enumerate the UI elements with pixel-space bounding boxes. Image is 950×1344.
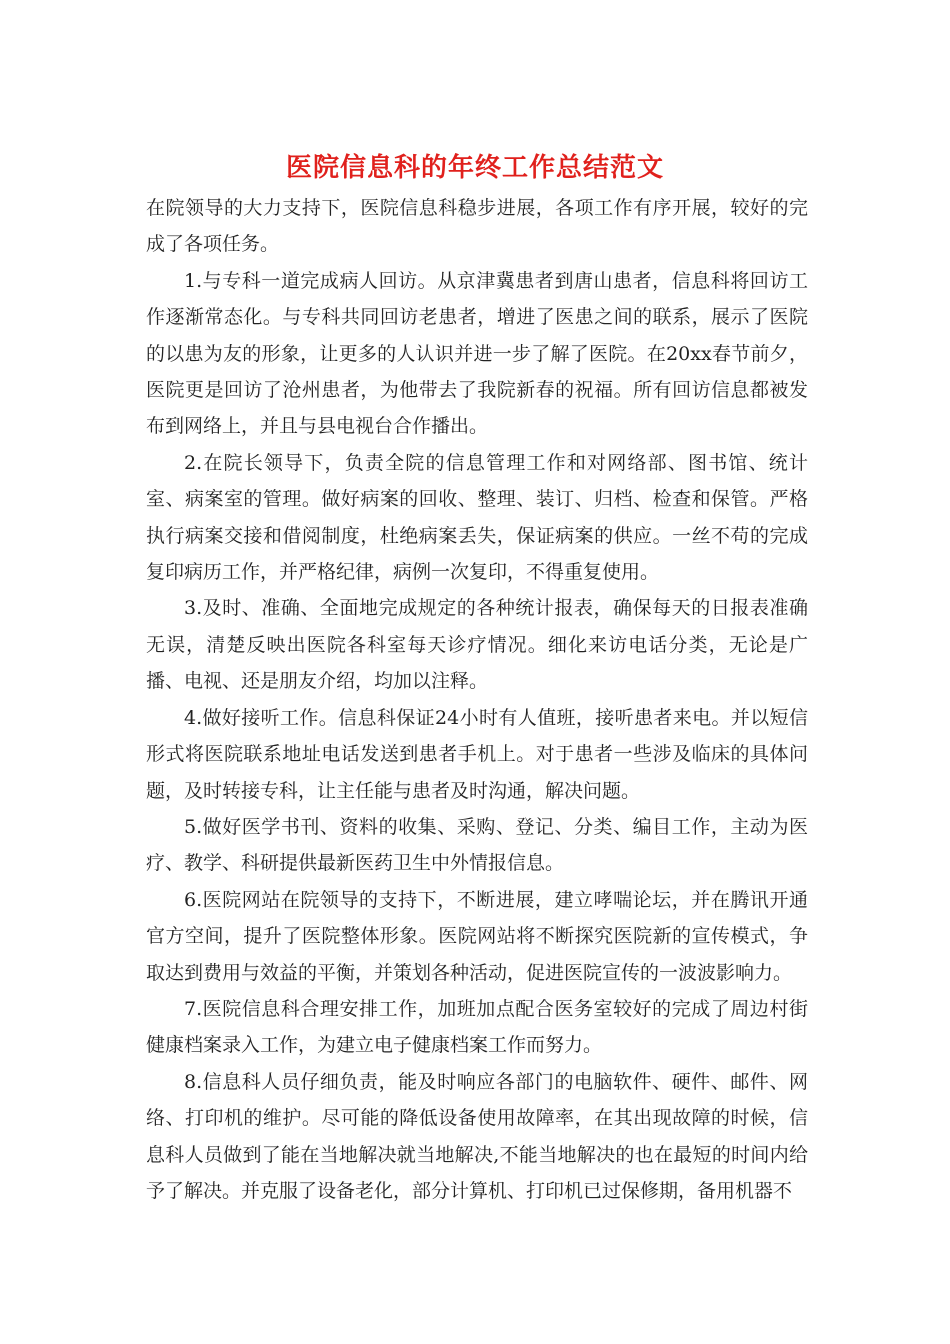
paragraph-item-6: 6.医院网站在院领导的支持下，不断进展，建立哮喘论坛，并在腾讯开通官方空间，提升了医院整体形象。医院网站将不断探究医院新的宣传模式，争取达到费用与效益的平衡，并策划各种活动，促进医院宣传的一波波影响力。 [146, 888, 808, 984]
paragraph-item-1: 1.与专科一道完成病人回访。从京津冀患者到唐山患者，信息科将回访工作逐渐常态化。与专科共同回访老患者，增进了医患之间的联系，展示了医院的以患为友的形象，让更多的人认识并进一步了解了医院。在20xx春节前夕，医院更是回访了沧州患者，为他带去了我院新春的祝福。所有回访信息都被发布到网络上，并且与县电视台合作播出。 [146, 269, 808, 438]
paragraph-item-7: 7.医院信息科合理安排工作，加班加点配合医务室较好的完成了周边村街健康档案录入工作，为建立电子健康档案工作而努力。 [146, 997, 808, 1057]
document-body [146, 190, 808, 1209]
document-title: 医院信息科的年终工作总结范文 [285, 153, 664, 183]
paragraph-item-3: 3.及时、准确、全面地完成规定的各种统计报表，确保每天的日报表准确无误，清楚反映出医院各科室每天诊疗情况。细化来访电话分类，无论是广播、电视、还是朋友介绍，均加以注释。 [146, 597, 808, 693]
paragraph-item-5: 5.做好医学书刊、资料的收集、采购、登记、分类、编目工作，主动为医疗、教学、科研提供最新医药卫生中外情报信息。 [146, 815, 808, 875]
paragraph-item-8: 8.信息科人员仔细负责，能及时响应各部门的电脑软件、硬件、邮件、网络、打印机的维护。尽可能的降低设备使用故障率，在其出现故障的时候，信息科人员做到了能在当地解决就当地解决,不能当地解决的也在最短的时间内给予了解决。并克服了设备老化，部分计算机、打印机已过保修期，备用机器不 [146, 1070, 808, 1202]
paragraph-item-2: 2.在院长领导下，负责全院的信息管理工作和对网络部、图书馆、统计室、病案室的管理。做好病案的回收、整理、装订、归档、检查和保管。严格执行病案交接和借阅制度，杜绝病案丢失，保证病案的供应。一丝不苟的完成复印病历工作，并严格纪律，病例一次复印，不得重复使用。 [146, 451, 808, 584]
paragraph-item-4: 4.做好接听工作。信息科保证24小时有人值班，接听患者来电。并以短信形式将医院联系地址电话发送到患者手机上。对于患者一些涉及临床的具体问题，及时转接专科，让主任能与患者及时沟通，解决问题。 [146, 706, 808, 802]
paragraph-intro: 在院领导的大力支持下，医院信息科稳步进展，各项工作有序开展，较好的完成了各项任务。 [146, 197, 808, 256]
